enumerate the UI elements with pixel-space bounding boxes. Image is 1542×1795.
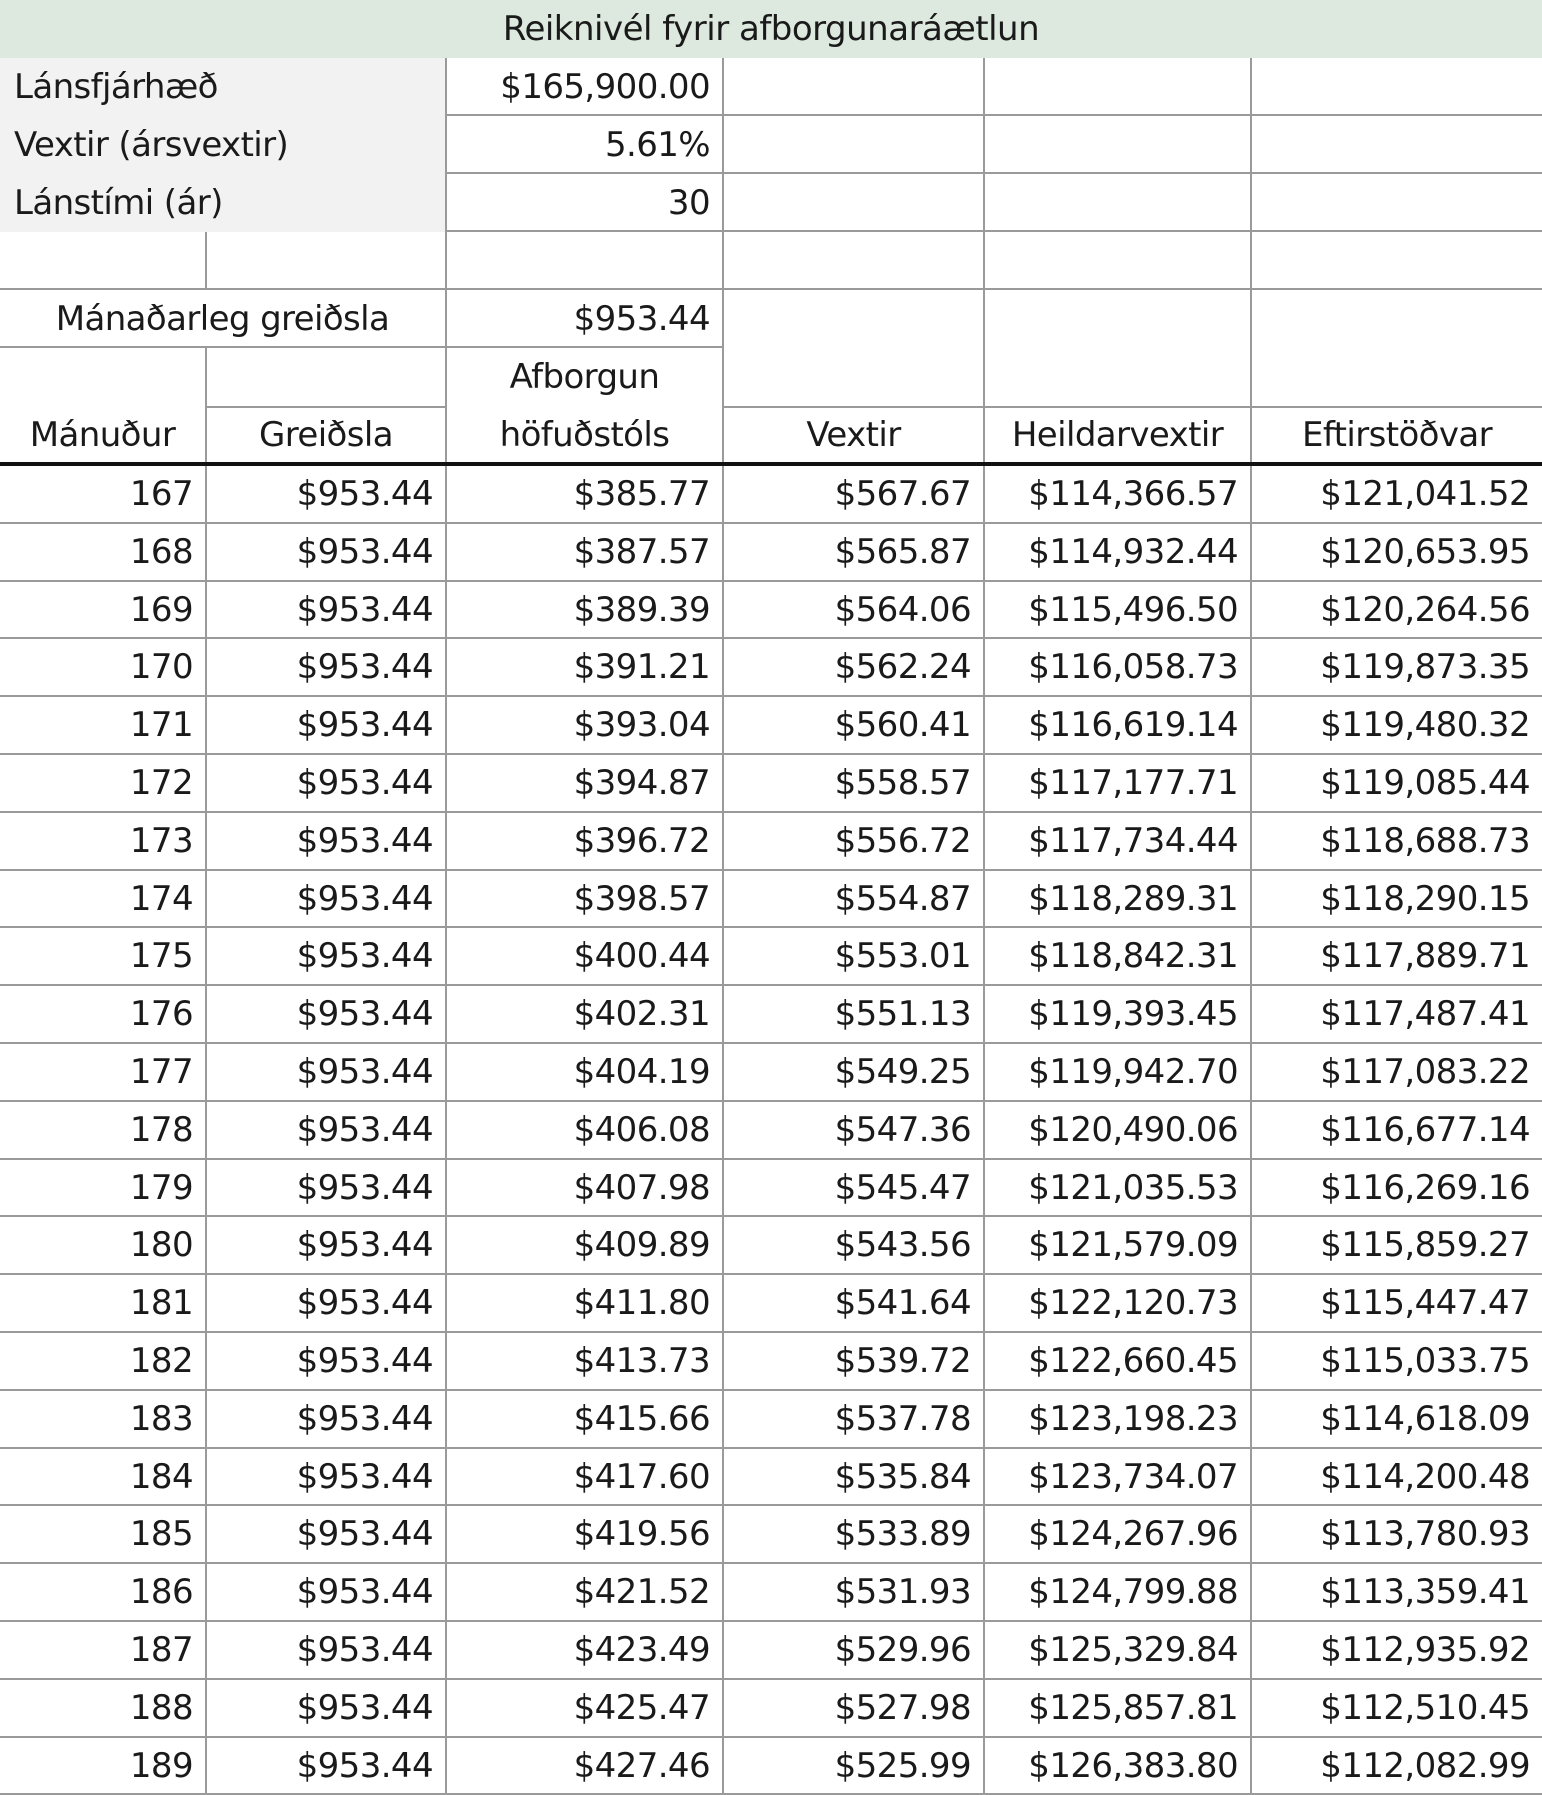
cell-total-interest[interactable]: $123,198.23 bbox=[983, 1391, 1250, 1449]
table-row bbox=[0, 755, 1542, 813]
header-payment-cell[interactable] bbox=[205, 348, 445, 464]
cell-month[interactable]: 181 bbox=[0, 1275, 205, 1333]
cell-interest[interactable]: $535.84 bbox=[722, 1449, 983, 1507]
header-principal-line1: Afborgun bbox=[509, 357, 660, 397]
cell-total-interest[interactable]: $114,932.44 bbox=[983, 524, 1250, 582]
cell-month[interactable]: 184 bbox=[0, 1449, 205, 1507]
table-row bbox=[0, 1449, 1542, 1507]
header-principal-cell[interactable] bbox=[445, 348, 722, 464]
cell-interest[interactable]: $533.89 bbox=[722, 1506, 983, 1564]
empty-cell[interactable] bbox=[983, 290, 1250, 348]
cell-principal[interactable]: $406.08 bbox=[445, 1102, 722, 1160]
cell-payment[interactable]: $953.44 bbox=[205, 871, 445, 929]
cell-balance[interactable]: $113,359.41 bbox=[1250, 1564, 1542, 1622]
cell-interest[interactable]: $537.78 bbox=[722, 1391, 983, 1449]
loan-amount-label: Lánsfjárhæð bbox=[0, 58, 445, 116]
empty-cell[interactable] bbox=[1250, 58, 1542, 116]
interest-rate-label: Vextir (ársvextir) bbox=[0, 116, 445, 174]
cell-total-interest[interactable]: $119,942.70 bbox=[983, 1044, 1250, 1102]
cell-total-interest[interactable]: $125,857.81 bbox=[983, 1680, 1250, 1738]
cell-payment[interactable]: $953.44 bbox=[205, 524, 445, 582]
empty-cell[interactable] bbox=[1250, 116, 1542, 174]
table-row bbox=[0, 1506, 1542, 1564]
empty-cell[interactable] bbox=[205, 232, 445, 290]
cell-balance[interactable]: $112,082.99 bbox=[1250, 1738, 1542, 1795]
cell-interest[interactable]: $525.99 bbox=[722, 1738, 983, 1795]
cell-balance[interactable]: $116,269.16 bbox=[1250, 1160, 1542, 1218]
sheet-title: Reiknivél fyrir afborgunaráætlun bbox=[0, 0, 1542, 58]
cell-principal[interactable]: $391.21 bbox=[445, 639, 722, 697]
cell-payment[interactable]: $953.44 bbox=[205, 1564, 445, 1622]
cell-principal[interactable]: $413.73 bbox=[445, 1333, 722, 1391]
cell-principal[interactable]: $423.49 bbox=[445, 1622, 722, 1680]
empty-cell[interactable] bbox=[1250, 174, 1542, 232]
cell-payment[interactable]: $953.44 bbox=[205, 1506, 445, 1564]
cell-interest[interactable]: $562.24 bbox=[722, 639, 983, 697]
empty-cell[interactable] bbox=[722, 174, 983, 232]
cell-month[interactable]: 179 bbox=[0, 1160, 205, 1218]
empty-cell[interactable] bbox=[1250, 290, 1542, 348]
monthly-payment-value[interactable]: $953.44 bbox=[445, 290, 722, 348]
table-row bbox=[0, 1044, 1542, 1102]
cell-balance[interactable]: $112,935.92 bbox=[1250, 1622, 1542, 1680]
cell-balance[interactable]: $117,487.41 bbox=[1250, 986, 1542, 1044]
cell-month[interactable]: 182 bbox=[0, 1333, 205, 1391]
cell-principal[interactable]: $398.57 bbox=[445, 871, 722, 929]
cell-principal[interactable]: $404.19 bbox=[445, 1044, 722, 1102]
cell-month[interactable]: 175 bbox=[0, 928, 205, 986]
loan-term-value[interactable]: 30 bbox=[445, 174, 722, 232]
cell-interest[interactable]: $564.06 bbox=[722, 582, 983, 640]
interest-rate-row bbox=[0, 116, 1542, 174]
table-row bbox=[0, 1217, 1542, 1275]
cell-principal[interactable]: $396.72 bbox=[445, 813, 722, 871]
cell-principal[interactable]: $400.44 bbox=[445, 928, 722, 986]
cell-month[interactable]: 187 bbox=[0, 1622, 205, 1680]
cell-payment[interactable]: $953.44 bbox=[205, 582, 445, 640]
cell-balance[interactable]: $113,780.93 bbox=[1250, 1506, 1542, 1564]
cell-balance[interactable]: $115,859.27 bbox=[1250, 1217, 1542, 1275]
cell-payment[interactable]: $953.44 bbox=[205, 755, 445, 813]
header-interest-cell[interactable] bbox=[722, 348, 983, 464]
header-total-interest: Heildarvextir bbox=[1011, 415, 1224, 455]
cell-total-interest[interactable]: $126,383.80 bbox=[983, 1738, 1250, 1795]
cell-total-interest[interactable]: $124,799.88 bbox=[983, 1564, 1250, 1622]
loan-term-row bbox=[0, 174, 1542, 232]
cell-total-interest[interactable]: $122,120.73 bbox=[983, 1275, 1250, 1333]
empty-cell[interactable] bbox=[0, 232, 205, 290]
table-row bbox=[0, 639, 1542, 697]
empty-cell[interactable] bbox=[983, 174, 1250, 232]
header-balance-cell[interactable] bbox=[1250, 348, 1542, 464]
cell-balance[interactable]: $117,889.71 bbox=[1250, 928, 1542, 986]
cell-interest[interactable]: $541.64 bbox=[722, 1275, 983, 1333]
loan-amount-row bbox=[0, 58, 1542, 116]
cell-interest[interactable]: $549.25 bbox=[722, 1044, 983, 1102]
cell-total-interest[interactable]: $118,289.31 bbox=[983, 871, 1250, 929]
table-row bbox=[0, 1738, 1542, 1795]
cell-interest[interactable]: $551.13 bbox=[722, 986, 983, 1044]
empty-cell[interactable] bbox=[722, 232, 983, 290]
header-balance: Eftirstöðvar bbox=[1302, 415, 1492, 455]
table-row bbox=[0, 1391, 1542, 1449]
cell-principal[interactable]: $425.47 bbox=[445, 1680, 722, 1738]
table-row bbox=[0, 697, 1542, 755]
cell-payment[interactable]: $953.44 bbox=[205, 1160, 445, 1218]
cell-payment[interactable]: $953.44 bbox=[205, 697, 445, 755]
cell-interest[interactable]: $565.87 bbox=[722, 524, 983, 582]
cell-total-interest[interactable]: $117,177.71 bbox=[983, 755, 1250, 813]
cell-total-interest[interactable]: $122,660.45 bbox=[983, 1333, 1250, 1391]
table-row bbox=[0, 1333, 1542, 1391]
cell-month[interactable]: 173 bbox=[0, 813, 205, 871]
cell-principal[interactable]: $387.57 bbox=[445, 524, 722, 582]
cell-balance[interactable]: $112,510.45 bbox=[1250, 1680, 1542, 1738]
cell-balance[interactable]: $116,677.14 bbox=[1250, 1102, 1542, 1160]
cell-principal[interactable]: $407.98 bbox=[445, 1160, 722, 1218]
table-row bbox=[0, 813, 1542, 871]
table-header-row bbox=[0, 348, 1542, 464]
empty-cell[interactable] bbox=[983, 116, 1250, 174]
cell-interest[interactable]: $543.56 bbox=[722, 1217, 983, 1275]
cell-balance[interactable]: $121,041.52 bbox=[1250, 466, 1542, 524]
cell-payment[interactable]: $953.44 bbox=[205, 1680, 445, 1738]
header-principal-line2: höfuðstóls bbox=[499, 415, 670, 455]
cell-total-interest[interactable]: $121,035.53 bbox=[983, 1160, 1250, 1218]
cell-month[interactable]: 183 bbox=[0, 1391, 205, 1449]
cell-interest[interactable]: $567.67 bbox=[722, 466, 983, 524]
loan-term-label: Lánstími (ár) bbox=[0, 174, 445, 232]
cell-interest[interactable]: $545.47 bbox=[722, 1160, 983, 1218]
header-month: Mánuður bbox=[29, 415, 176, 455]
cell-total-interest[interactable]: $123,734.07 bbox=[983, 1449, 1250, 1507]
cell-interest[interactable]: $554.87 bbox=[722, 871, 983, 929]
cell-month[interactable]: 189 bbox=[0, 1738, 205, 1795]
cell-interest[interactable]: $539.72 bbox=[722, 1333, 983, 1391]
cell-principal[interactable]: $385.77 bbox=[445, 466, 722, 524]
cell-balance[interactable]: $120,653.95 bbox=[1250, 524, 1542, 582]
cell-interest[interactable]: $547.36 bbox=[722, 1102, 983, 1160]
cell-principal[interactable]: $411.80 bbox=[445, 1275, 722, 1333]
cell-total-interest[interactable]: $114,366.57 bbox=[983, 466, 1250, 524]
cell-payment[interactable]: $953.44 bbox=[205, 1449, 445, 1507]
cell-balance[interactable]: $117,083.22 bbox=[1250, 1044, 1542, 1102]
cell-balance[interactable]: $119,873.35 bbox=[1250, 639, 1542, 697]
cell-interest[interactable]: $558.57 bbox=[722, 755, 983, 813]
empty-cell[interactable] bbox=[1250, 232, 1542, 290]
table-row bbox=[0, 1564, 1542, 1622]
cell-total-interest[interactable]: $119,393.45 bbox=[983, 986, 1250, 1044]
cell-payment[interactable]: $953.44 bbox=[205, 639, 445, 697]
cell-total-interest[interactable]: $116,619.14 bbox=[983, 697, 1250, 755]
empty-cell[interactable] bbox=[722, 58, 983, 116]
table-row bbox=[0, 1622, 1542, 1680]
cell-month[interactable]: 176 bbox=[0, 986, 205, 1044]
cell-payment[interactable]: $953.44 bbox=[205, 1044, 445, 1102]
cell-principal[interactable]: $409.89 bbox=[445, 1217, 722, 1275]
cell-total-interest[interactable]: $115,496.50 bbox=[983, 582, 1250, 640]
cell-payment[interactable]: $953.44 bbox=[205, 1275, 445, 1333]
cell-payment[interactable]: $953.44 bbox=[205, 928, 445, 986]
header-interest: Vextir bbox=[806, 415, 901, 455]
cell-principal[interactable]: $415.66 bbox=[445, 1391, 722, 1449]
cell-principal[interactable]: $419.56 bbox=[445, 1506, 722, 1564]
cell-month[interactable]: 172 bbox=[0, 755, 205, 813]
cell-balance[interactable]: $118,688.73 bbox=[1250, 813, 1542, 871]
cell-payment[interactable]: $953.44 bbox=[205, 813, 445, 871]
cell-balance[interactable]: $115,447.47 bbox=[1250, 1275, 1542, 1333]
cell-interest[interactable]: $560.41 bbox=[722, 697, 983, 755]
cell-month[interactable]: 188 bbox=[0, 1680, 205, 1738]
cell-principal[interactable]: $402.31 bbox=[445, 986, 722, 1044]
cell-principal[interactable]: $417.60 bbox=[445, 1449, 722, 1507]
cell-month[interactable]: 177 bbox=[0, 1044, 205, 1102]
table-row bbox=[0, 986, 1542, 1044]
cell-month[interactable]: 180 bbox=[0, 1217, 205, 1275]
cell-total-interest[interactable]: $120,490.06 bbox=[983, 1102, 1250, 1160]
cell-month[interactable]: 185 bbox=[0, 1506, 205, 1564]
cell-payment[interactable]: $953.44 bbox=[205, 1217, 445, 1275]
cell-month[interactable]: 171 bbox=[0, 697, 205, 755]
header-total-interest-cell[interactable] bbox=[983, 348, 1250, 464]
cell-month[interactable]: 178 bbox=[0, 1102, 205, 1160]
header-payment: Greiðsla bbox=[259, 415, 393, 455]
table-row bbox=[0, 1680, 1542, 1738]
cell-month[interactable]: 169 bbox=[0, 582, 205, 640]
cell-interest[interactable]: $531.93 bbox=[722, 1564, 983, 1622]
empty-cell[interactable] bbox=[722, 290, 983, 348]
cell-interest[interactable]: $529.96 bbox=[722, 1622, 983, 1680]
cell-principal[interactable]: $394.87 bbox=[445, 755, 722, 813]
cell-principal[interactable]: $393.04 bbox=[445, 697, 722, 755]
table-row bbox=[0, 1275, 1542, 1333]
cell-month[interactable]: 174 bbox=[0, 871, 205, 929]
cell-total-interest[interactable]: $118,842.31 bbox=[983, 928, 1250, 986]
cell-balance[interactable]: $119,085.44 bbox=[1250, 755, 1542, 813]
cell-total-interest[interactable]: $117,734.44 bbox=[983, 813, 1250, 871]
cell-principal[interactable]: $427.46 bbox=[445, 1738, 722, 1795]
cell-payment[interactable]: $953.44 bbox=[205, 1102, 445, 1160]
cell-month[interactable]: 186 bbox=[0, 1564, 205, 1622]
monthly-payment-row bbox=[0, 290, 1542, 348]
cell-month[interactable]: 167 bbox=[0, 466, 205, 524]
cell-payment[interactable]: $953.44 bbox=[205, 1333, 445, 1391]
empty-cell[interactable] bbox=[445, 232, 722, 290]
loan-amount-value[interactable]: $165,900.00 bbox=[445, 58, 722, 116]
cell-balance[interactable]: $114,200.48 bbox=[1250, 1449, 1542, 1507]
table-row bbox=[0, 466, 1542, 524]
cell-total-interest[interactable]: $121,579.09 bbox=[983, 1217, 1250, 1275]
cell-balance[interactable]: $114,618.09 bbox=[1250, 1391, 1542, 1449]
cell-payment[interactable]: $953.44 bbox=[205, 1391, 445, 1449]
cell-month[interactable]: 170 bbox=[0, 639, 205, 697]
cell-balance[interactable]: $115,033.75 bbox=[1250, 1333, 1542, 1391]
monthly-payment-label: Mánaðarleg greiðsla bbox=[0, 290, 445, 348]
cell-balance[interactable]: $120,264.56 bbox=[1250, 582, 1542, 640]
cell-principal[interactable]: $389.39 bbox=[445, 582, 722, 640]
table-row bbox=[0, 1160, 1542, 1218]
cell-payment[interactable]: $953.44 bbox=[205, 986, 445, 1044]
cell-interest[interactable]: $527.98 bbox=[722, 1680, 983, 1738]
table-row bbox=[0, 928, 1542, 986]
table-row bbox=[0, 871, 1542, 929]
empty-cell[interactable] bbox=[983, 58, 1250, 116]
cell-total-interest[interactable]: $124,267.96 bbox=[983, 1506, 1250, 1564]
cell-payment[interactable]: $953.44 bbox=[205, 1738, 445, 1795]
cell-principal[interactable]: $421.52 bbox=[445, 1564, 722, 1622]
empty-cell[interactable] bbox=[722, 116, 983, 174]
table-row bbox=[0, 1102, 1542, 1160]
interest-rate-value[interactable]: 5.61% bbox=[445, 116, 722, 174]
cell-balance[interactable]: $118,290.15 bbox=[1250, 871, 1542, 929]
cell-total-interest[interactable]: $125,329.84 bbox=[983, 1622, 1250, 1680]
cell-balance[interactable]: $119,480.32 bbox=[1250, 697, 1542, 755]
cell-interest[interactable]: $556.72 bbox=[722, 813, 983, 871]
cell-payment[interactable]: $953.44 bbox=[205, 466, 445, 524]
cell-month[interactable]: 168 bbox=[0, 524, 205, 582]
cell-total-interest[interactable]: $116,058.73 bbox=[983, 639, 1250, 697]
blank-row bbox=[0, 232, 1542, 290]
cell-payment[interactable]: $953.44 bbox=[205, 1622, 445, 1680]
cell-interest[interactable]: $553.01 bbox=[722, 928, 983, 986]
table-row bbox=[0, 582, 1542, 640]
table-row bbox=[0, 524, 1542, 582]
empty-cell[interactable] bbox=[983, 232, 1250, 290]
header-month-cell[interactable] bbox=[0, 348, 205, 464]
